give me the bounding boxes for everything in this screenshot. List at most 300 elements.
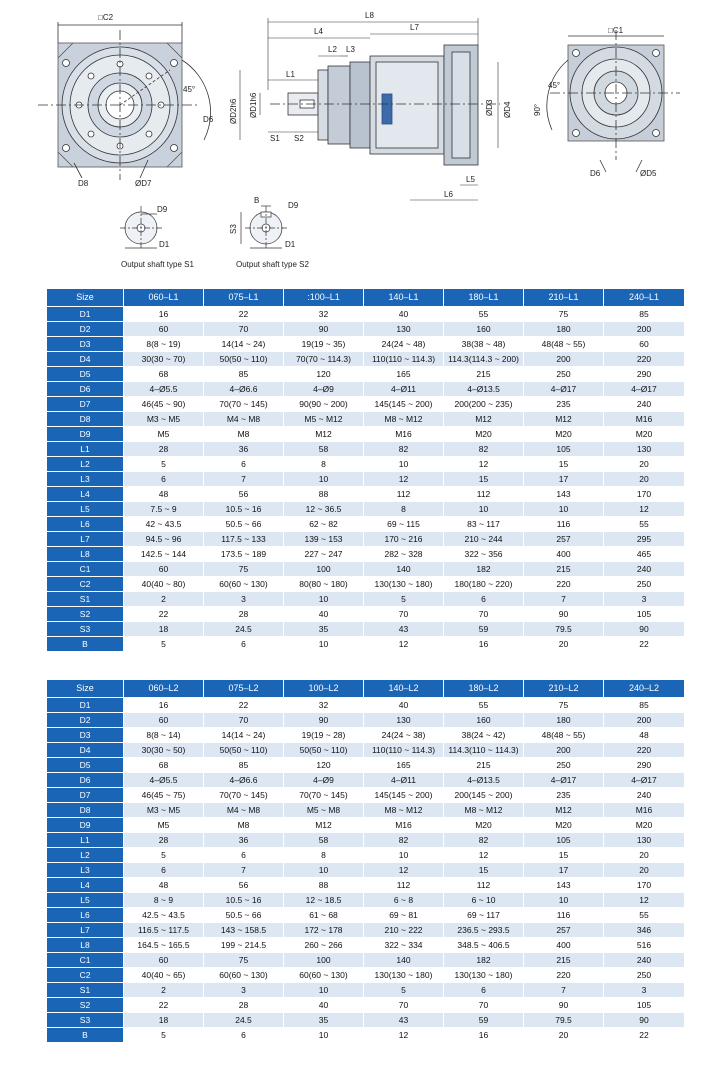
- model-header: 060–L2: [124, 680, 203, 697]
- table-header-row: [47, 680, 684, 697]
- model-header: 180–L1: [444, 289, 523, 306]
- shaft2-b: B: [254, 196, 260, 205]
- table-cell: 4–Ø17: [524, 773, 603, 787]
- table-cell: 130(130 ~ 180): [364, 968, 443, 982]
- table-cell: 4–Ø9: [284, 773, 363, 787]
- table-cell: 59: [444, 622, 523, 636]
- table-cell: 14(14 ~ 24): [204, 337, 283, 351]
- table-cell: 18: [124, 1013, 203, 1027]
- table-cell: 5: [124, 848, 203, 862]
- row-label: D9: [47, 818, 123, 832]
- table-cell: 165: [364, 758, 443, 772]
- table-cell: 117.5 ~ 133: [204, 532, 283, 546]
- model-header: 140–L2: [364, 680, 443, 697]
- table-row: [47, 848, 684, 862]
- row-label: L8: [47, 938, 123, 952]
- label-d2: ØD2h6: [229, 98, 238, 124]
- table-cell: 160: [444, 713, 523, 727]
- table-cell: 24.5: [204, 622, 283, 636]
- table-cell: 8: [284, 457, 363, 471]
- table-cell: 70: [204, 322, 283, 336]
- spec-table-l1: [46, 288, 685, 652]
- table-cell: 4–Ø11: [364, 382, 443, 396]
- label-l3: L3: [346, 45, 355, 54]
- table-cell: 60: [124, 322, 203, 336]
- table-cell: 348.5 ~ 406.5: [444, 938, 523, 952]
- table-cell: 322 ~ 334: [364, 938, 443, 952]
- table-cell: 220: [524, 968, 603, 982]
- shaft-s2-view: [241, 206, 287, 250]
- table-cell: 90: [524, 607, 603, 621]
- table-cell: 20: [604, 472, 684, 486]
- table-cell: 2: [124, 983, 203, 997]
- table-cell: 6: [204, 848, 283, 862]
- table-cell: 20: [604, 457, 684, 471]
- table-cell: M12: [444, 412, 523, 426]
- label-l2: L2: [328, 45, 337, 54]
- table-cell: 59: [444, 1013, 523, 1027]
- model-header: 240–L1: [604, 289, 684, 306]
- table-cell: 2: [124, 592, 203, 606]
- table-row: [47, 818, 684, 832]
- table-cell: 10: [284, 472, 363, 486]
- table-cell: 10: [284, 592, 363, 606]
- table-cell: 6 ~ 8: [364, 893, 443, 907]
- table-cell: 3: [604, 983, 684, 997]
- technical-drawing: [0, 0, 708, 282]
- table-cell: 400: [524, 938, 603, 952]
- table-cell: 143: [524, 487, 603, 501]
- table-cell: 516: [604, 938, 684, 952]
- table-row: [47, 743, 684, 757]
- table-cell: 22: [124, 607, 203, 621]
- table-cell: 32: [284, 698, 363, 712]
- model-header: 140–L1: [364, 289, 443, 306]
- row-label: B: [47, 1028, 123, 1042]
- table-row: [47, 803, 684, 817]
- table-row: [47, 908, 684, 922]
- row-label: L1: [47, 833, 123, 847]
- row-label: L1: [47, 442, 123, 456]
- table-cell: M20: [524, 818, 603, 832]
- shaft2-d1: D1: [285, 240, 296, 249]
- table-cell: 110(110 ~ 114.3): [364, 352, 443, 366]
- table-cell: 88: [284, 487, 363, 501]
- table-cell: 88: [284, 878, 363, 892]
- table-cell: 100: [284, 953, 363, 967]
- table-cell: 105: [604, 607, 684, 621]
- row-label: D9: [47, 427, 123, 441]
- table-cell: 10.5 ~ 16: [204, 893, 283, 907]
- table-cell: 4–Ø6.6: [204, 382, 283, 396]
- table-cell: 43: [364, 1013, 443, 1027]
- label-l8: L8: [365, 11, 374, 20]
- table-cell: 145(145 ~ 200): [364, 397, 443, 411]
- table-cell: 50.5 ~ 66: [204, 517, 283, 531]
- label-d6-front: D6: [203, 115, 214, 124]
- row-label: L3: [47, 863, 123, 877]
- table-cell: 90: [604, 622, 684, 636]
- table-cell: 85: [204, 367, 283, 381]
- table-cell: M4 ~ M8: [204, 412, 283, 426]
- front-view: [38, 22, 211, 180]
- row-label: D8: [47, 803, 123, 817]
- table-cell: 220: [604, 352, 684, 366]
- row-label: L5: [47, 893, 123, 907]
- table-cell: 4–Ø17: [524, 382, 603, 396]
- table-cell: 5: [364, 592, 443, 606]
- table-cell: 250: [524, 367, 603, 381]
- table-cell: 40: [364, 307, 443, 321]
- table-cell: 295: [604, 532, 684, 546]
- table-cell: 68: [124, 758, 203, 772]
- table-cell: 20: [524, 637, 603, 651]
- table-row: [47, 833, 684, 847]
- table-cell: 60: [604, 337, 684, 351]
- label-l6: L6: [444, 190, 453, 199]
- table-cell: 10: [284, 637, 363, 651]
- row-label: D3: [47, 337, 123, 351]
- table-cell: M3 ~ M5: [124, 412, 203, 426]
- row-label: D7: [47, 397, 123, 411]
- table-cell: 180(180 ~ 220): [444, 577, 523, 591]
- table-cell: 62 ~ 82: [284, 517, 363, 531]
- table-cell: 6: [204, 1028, 283, 1042]
- table-cell: 20: [604, 863, 684, 877]
- table-row: [47, 998, 684, 1012]
- label-angle-45: 45°: [183, 85, 196, 94]
- label-d3: ØD3: [485, 99, 494, 116]
- table-row: [47, 517, 684, 531]
- table-cell: 6: [444, 592, 523, 606]
- table-cell: 70(70 ~ 114.3): [284, 352, 363, 366]
- table-cell: M20: [604, 427, 684, 441]
- table-cell: 10: [364, 457, 443, 471]
- table-cell: 200(145 ~ 200): [444, 788, 523, 802]
- table-header-row: [47, 289, 684, 306]
- table-cell: 58: [284, 442, 363, 456]
- table-cell: 12: [364, 472, 443, 486]
- row-label: D6: [47, 773, 123, 787]
- table-cell: 105: [604, 998, 684, 1012]
- model-header: 180–L2: [444, 680, 523, 697]
- table-cell: 16: [444, 637, 523, 651]
- table-cell: 75: [524, 698, 603, 712]
- row-label: D7: [47, 788, 123, 802]
- table-cell: M12: [524, 803, 603, 817]
- table-cell: 70: [364, 998, 443, 1012]
- table-cell: 60(60 ~ 130): [284, 968, 363, 982]
- table-cell: 257: [524, 923, 603, 937]
- table-row: [47, 878, 684, 892]
- table-cell: 4–Ø6.6: [204, 773, 283, 787]
- table-cell: 182: [444, 953, 523, 967]
- table-row: [47, 938, 684, 952]
- table-cell: M8: [204, 818, 283, 832]
- table-row: [47, 713, 684, 727]
- table-cell: M12: [524, 412, 603, 426]
- label-l5: L5: [466, 175, 475, 184]
- table-cell: 116.5 ~ 117.5: [124, 923, 203, 937]
- table-cell: 70(70 ~ 145): [204, 397, 283, 411]
- table-cell: 8(8 ~ 19): [124, 337, 203, 351]
- table-cell: M5: [124, 818, 203, 832]
- table-cell: 200: [524, 352, 603, 366]
- table-cell: 55: [604, 908, 684, 922]
- table-cell: 10.5 ~ 16: [204, 502, 283, 516]
- table-cell: M8 ~ M12: [364, 803, 443, 817]
- table-cell: 20: [604, 848, 684, 862]
- table-cell: 24(24 ~ 48): [364, 337, 443, 351]
- table-cell: 82: [444, 833, 523, 847]
- label-s1: S1: [270, 134, 280, 143]
- table-cell: 24.5: [204, 1013, 283, 1027]
- table-cell: 400: [524, 547, 603, 561]
- shaft1-d9: D9: [157, 205, 168, 214]
- table-cell: 322 ~ 356: [444, 547, 523, 561]
- table-cell: 3: [204, 592, 283, 606]
- table-cell: 90(90 ~ 200): [284, 397, 363, 411]
- table-cell: 46(45 ~ 75): [124, 788, 203, 802]
- table-cell: 90: [524, 998, 603, 1012]
- table-cell: 112: [364, 878, 443, 892]
- table-row: [47, 337, 684, 351]
- table-cell: 24(24 ~ 38): [364, 728, 443, 742]
- row-label: L7: [47, 532, 123, 546]
- table-cell: 10: [364, 848, 443, 862]
- table-row: [47, 758, 684, 772]
- table-cell: M20: [444, 818, 523, 832]
- table-cell: 12: [364, 1028, 443, 1042]
- table-cell: 145(145 ~ 200): [364, 788, 443, 802]
- table-cell: 28: [204, 998, 283, 1012]
- table-cell: 5: [124, 457, 203, 471]
- table-row: [47, 968, 684, 982]
- table-cell: 143 ~ 158.5: [204, 923, 283, 937]
- table-cell: 4–Ø11: [364, 773, 443, 787]
- table-cell: 16: [444, 1028, 523, 1042]
- table-cell: 10: [524, 502, 603, 516]
- model-header: 100–L2: [284, 680, 363, 697]
- table-cell: 50.5 ~ 66: [204, 908, 283, 922]
- row-label: D4: [47, 352, 123, 366]
- table-cell: 50(50 ~ 110): [204, 743, 283, 757]
- table-cell: 4–Ø17: [604, 773, 684, 787]
- table-cell: 8: [364, 502, 443, 516]
- table-cell: 42 ~ 43.5: [124, 517, 203, 531]
- table-row: [47, 472, 684, 486]
- table-cell: 6: [204, 637, 283, 651]
- model-header: 075–L1: [204, 289, 283, 306]
- table-cell: 14(14 ~ 24): [204, 728, 283, 742]
- table-cell: 10: [284, 1028, 363, 1042]
- table-row: [47, 622, 684, 636]
- shaft2-d9: D9: [288, 201, 299, 210]
- table-row: [47, 983, 684, 997]
- table-cell: M5 ~ M8: [284, 803, 363, 817]
- table-cell: 90: [604, 1013, 684, 1027]
- label-d5: ØD5: [640, 169, 657, 178]
- label-d4: ØD4: [503, 101, 512, 118]
- table-cell: 227 ~ 247: [284, 547, 363, 561]
- table-cell: 180: [524, 713, 603, 727]
- row-label: D1: [47, 698, 123, 712]
- row-label: L8: [47, 547, 123, 561]
- table-row: [47, 502, 684, 516]
- table-cell: 15: [524, 848, 603, 862]
- table-cell: 170: [604, 487, 684, 501]
- table-cell: 290: [604, 758, 684, 772]
- shaft2-caption: Output shaft type S2: [236, 260, 309, 269]
- table-cell: 70(70 ~ 145): [284, 788, 363, 802]
- label-c1: □C1: [608, 26, 624, 35]
- table-cell: 32: [284, 307, 363, 321]
- table-cell: 90: [284, 322, 363, 336]
- table-cell: 235: [524, 397, 603, 411]
- table-cell: 120: [284, 758, 363, 772]
- row-label: S1: [47, 592, 123, 606]
- table-cell: 68: [124, 367, 203, 381]
- table-cell: 22: [124, 998, 203, 1012]
- label-angle-90: 90°: [533, 103, 542, 116]
- row-label: C2: [47, 968, 123, 982]
- table-cell: 182: [444, 562, 523, 576]
- table-cell: M12: [284, 427, 363, 441]
- row-label: C1: [47, 562, 123, 576]
- label-l4: L4: [314, 27, 323, 36]
- table-cell: 250: [604, 577, 684, 591]
- table-cell: 4–Ø5.5: [124, 382, 203, 396]
- table-cell: 60: [124, 953, 203, 967]
- table-cell: 236.5 ~ 293.5: [444, 923, 523, 937]
- table-cell: 240: [604, 562, 684, 576]
- table-cell: M8: [204, 427, 283, 441]
- row-label: L3: [47, 472, 123, 486]
- table-cell: 4–Ø17: [604, 382, 684, 396]
- table-cell: 200: [524, 743, 603, 757]
- row-label: L2: [47, 457, 123, 471]
- table-row: [47, 863, 684, 877]
- table-cell: 12 ~ 18.5: [284, 893, 363, 907]
- table-cell: 10: [284, 863, 363, 877]
- table-cell: 4–Ø9: [284, 382, 363, 396]
- table-cell: M20: [604, 818, 684, 832]
- table-cell: 173.5 ~ 189: [204, 547, 283, 561]
- row-label: L4: [47, 487, 123, 501]
- row-label: S1: [47, 983, 123, 997]
- table-cell: 70: [444, 607, 523, 621]
- table-row: [47, 773, 684, 787]
- table-cell: 17: [524, 472, 603, 486]
- table-cell: 83 ~ 117: [444, 517, 523, 531]
- table-cell: 105: [524, 833, 603, 847]
- table-row: [47, 637, 684, 651]
- table-cell: 220: [604, 743, 684, 757]
- shaft2-s3: S3: [229, 224, 238, 234]
- row-label: L6: [47, 517, 123, 531]
- table-row: [47, 412, 684, 426]
- table-row: [47, 307, 684, 321]
- table-cell: 15: [524, 457, 603, 471]
- table-row: [47, 367, 684, 381]
- table-cell: 130(130 ~ 180): [444, 968, 523, 982]
- shaft-s1-view: [120, 206, 162, 250]
- table-cell: 116: [524, 517, 603, 531]
- table-cell: 164.5 ~ 165.5: [124, 938, 203, 952]
- table-cell: M16: [364, 818, 443, 832]
- table-cell: 60: [124, 713, 203, 727]
- table-cell: 19(19 ~ 28): [284, 728, 363, 742]
- row-label: C2: [47, 577, 123, 591]
- table-cell: 215: [444, 367, 523, 381]
- table-cell: 20: [524, 1028, 603, 1042]
- table-cell: 240: [604, 953, 684, 967]
- table-cell: 114.3(114.3 ~ 200): [444, 352, 523, 366]
- table-cell: 6: [124, 863, 203, 877]
- table-row: [47, 923, 684, 937]
- table-cell: 79.5: [524, 622, 603, 636]
- table-cell: 114.3(110 ~ 114.3): [444, 743, 523, 757]
- table-cell: 40: [364, 698, 443, 712]
- table-cell: 6: [444, 983, 523, 997]
- table-cell: 130: [604, 442, 684, 456]
- table-cell: 139 ~ 153: [284, 532, 363, 546]
- model-header: :100–L1: [284, 289, 363, 306]
- table-cell: 42.5 ~ 43.5: [124, 908, 203, 922]
- table-row: [47, 562, 684, 576]
- row-label: D5: [47, 367, 123, 381]
- table-cell: 38(24 ~ 42): [444, 728, 523, 742]
- table-cell: 215: [524, 953, 603, 967]
- label-angle-45-rear: 45°: [548, 81, 561, 90]
- table-cell: 12 ~ 36.5: [284, 502, 363, 516]
- table-row: [47, 953, 684, 967]
- table-cell: 7: [204, 472, 283, 486]
- table-cell: 40(40 ~ 80): [124, 577, 203, 591]
- table-cell: M20: [524, 427, 603, 441]
- table-cell: 40: [284, 607, 363, 621]
- table-cell: M8 ~ M12: [444, 803, 523, 817]
- table-cell: 200: [604, 322, 684, 336]
- shaft1-d1: D1: [159, 240, 170, 249]
- table-row: [47, 607, 684, 621]
- table-cell: M5 ~ M12: [284, 412, 363, 426]
- model-header: 240–L2: [604, 680, 684, 697]
- row-label: S2: [47, 998, 123, 1012]
- table-cell: M8 ~ M12: [364, 412, 443, 426]
- table-cell: 94.5 ~ 96: [124, 532, 203, 546]
- table-cell: M12: [284, 818, 363, 832]
- table-cell: 28: [204, 607, 283, 621]
- row-label: L4: [47, 878, 123, 892]
- table-cell: 28: [124, 442, 203, 456]
- label-l7: L7: [410, 23, 419, 32]
- table-cell: 35: [284, 1013, 363, 1027]
- table-cell: 85: [604, 698, 684, 712]
- table-cell: M16: [604, 412, 684, 426]
- row-label: D2: [47, 322, 123, 336]
- table-cell: 112: [444, 878, 523, 892]
- table-cell: 140: [364, 562, 443, 576]
- table-cell: 112: [364, 487, 443, 501]
- table-cell: 282 ~ 328: [364, 547, 443, 561]
- row-label: L7: [47, 923, 123, 937]
- table-cell: 19(19 ~ 35): [284, 337, 363, 351]
- table-cell: 260 ~ 266: [284, 938, 363, 952]
- table-cell: 55: [444, 698, 523, 712]
- table-cell: 210 ~ 222: [364, 923, 443, 937]
- table-row: [47, 397, 684, 411]
